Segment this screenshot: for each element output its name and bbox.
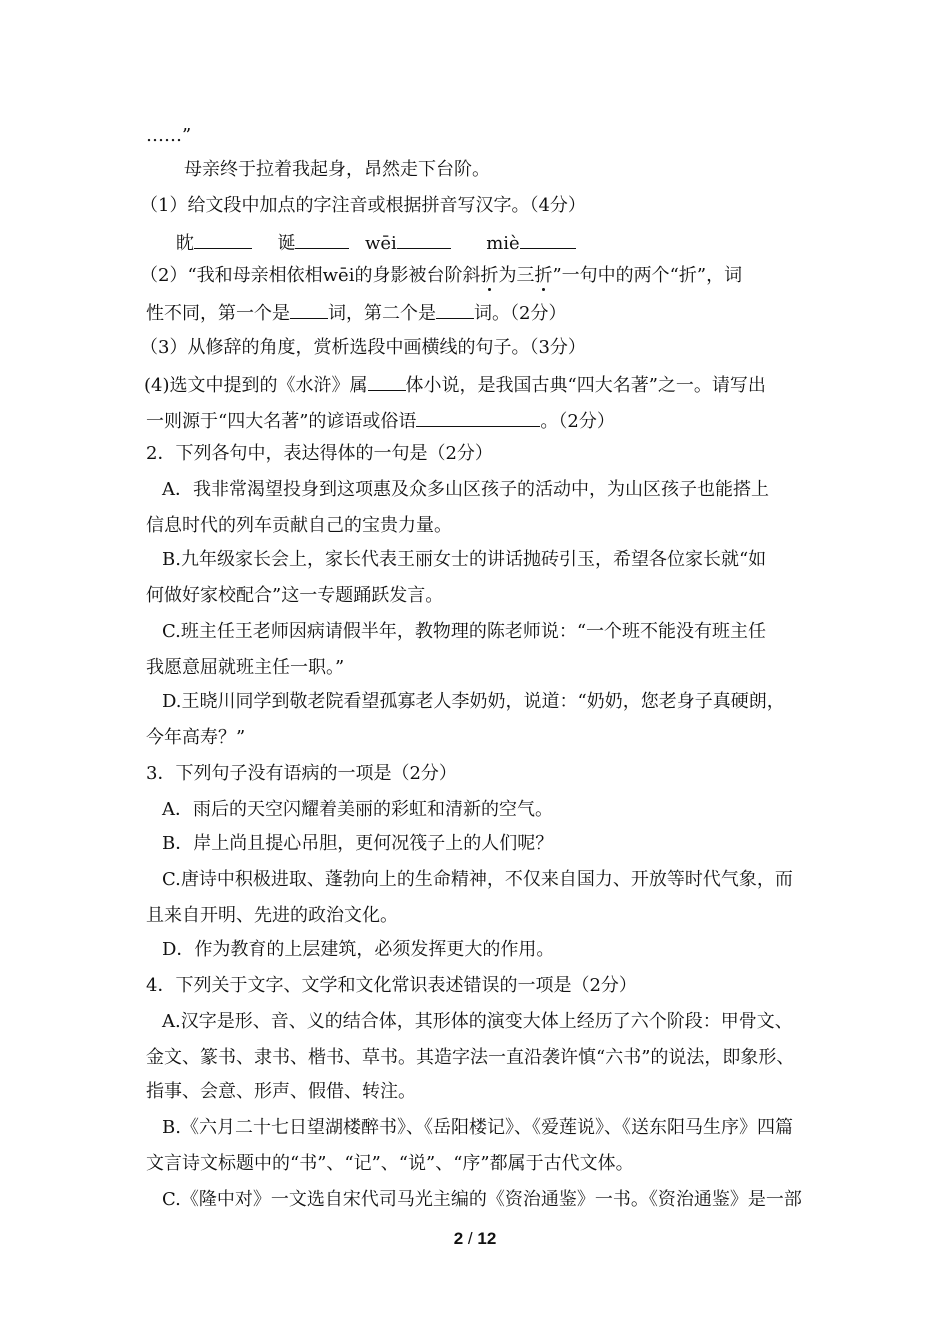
option-2c: C.班主任王老师因病请假半年，教物理的陈老师说：“一个班不能没有班主任: [162, 621, 767, 642]
question-1-2-cont: [146, 300, 566, 326]
option-3c: C.唐诗中积极进取、蓬勃向上的生命精神，不仅来自国力、开放等时代气象，而: [162, 869, 793, 890]
question-text: (4)选文中提到的《水浒》属: [144, 375, 368, 396]
option-3a: A．雨后的天空闪耀着美丽的彩虹和清新的空气。: [162, 799, 553, 820]
question-1-3: （3）从修辞的角度，赏析选段中画横线的句子。（3分）: [140, 337, 586, 358]
answer-blank: [436, 300, 474, 319]
option-2d-cont: 今年高寿？”: [146, 727, 246, 748]
question-text: （2）“我和母亲相依相wēi的身影被台阶斜: [140, 265, 481, 286]
question-text: 词，第二个是: [328, 303, 436, 324]
option-4a: A.汉字是形、音、义的结合体，其形体的演变大体上经历了六个阶段：甲骨文、: [162, 1011, 793, 1032]
option-2b-cont: 何做好家校配合”这一专题踊跃发言。: [146, 585, 444, 606]
question-text: 性不同，第一个是: [146, 303, 290, 324]
question-2: 2．下列各句中，表达得体的一句是（2分）: [146, 443, 493, 464]
question-text: ”一句中的两个“折”，词: [552, 265, 743, 286]
question-text: 为三: [498, 265, 535, 286]
answer-blank: [416, 408, 540, 427]
option-3c-cont: 且来自开明、先进的政治文化。: [146, 905, 398, 926]
text-line: 母亲终于拉着我起身，昂然走下台阶。: [184, 159, 490, 180]
option-2c-cont: 我愿意屈就班主任一职。”: [146, 657, 345, 678]
char-dan: 眈: [176, 233, 194, 254]
option-2b: B.九年级家长会上，家长代表王丽女士的讲话抛砖引玉，希望各位家长就“如: [162, 549, 767, 570]
pinyin-blanks-row: [176, 230, 576, 256]
page-number: [0, 1229, 950, 1249]
page-current: 2: [453, 1229, 464, 1248]
question-1-4: [144, 372, 766, 398]
option-2a: A．我非常渴望投身到这项惠及众多山区孩子的活动中，为山区孩子也能搭上: [162, 479, 769, 500]
answer-blank: [368, 372, 406, 391]
answer-blank: [295, 230, 349, 249]
answer-blank: [520, 230, 576, 249]
option-4b-cont: 文言诗文标题中的“书”、“记”、“说”、“序”都属于古代文体。: [146, 1153, 634, 1174]
answer-blank: [194, 230, 252, 249]
question-text: 。（2分）: [540, 411, 615, 432]
dotted-char: 折: [480, 265, 499, 286]
option-4b: B.《六月二十七日望湖楼醉书》、《岳阳楼记》、《爱莲说》、《送东阳马生序》四篇: [162, 1117, 793, 1138]
question-text: 体小说，是我国古典“四大名著”之一。请写出: [405, 375, 766, 396]
pinyin-wei: wēi: [364, 233, 397, 254]
char-dan2: 诞: [277, 233, 296, 254]
question-3: 3．下列句子没有语病的一项是（2分）: [146, 763, 457, 784]
option-2a-cont: 信息时代的列车贡献自己的宝贵力量。: [146, 515, 452, 536]
answer-blank: [397, 230, 451, 249]
option-4a-cont: 金文、篆书、隶书、楷书、草书。其造字法一直沿袭许慎“六书”的说法，即象形、: [146, 1047, 795, 1068]
option-3b: B．岸上尚且提心吊胆，更何况筏子上的人们呢？: [162, 833, 554, 854]
page-total: 12: [477, 1229, 497, 1248]
option-4a-cont2: 指事、会意、形声、假借、转注。: [146, 1081, 416, 1102]
question-1-1: （1）给文段中加点的字注音或根据拼音写汉字。（4分）: [140, 195, 586, 216]
question-text: 一则源于“四大名著”的谚语或俗语: [146, 411, 417, 432]
pinyin-mie: miè: [486, 233, 520, 254]
question-4: 4．下列关于文字、文学和文化常识表述错误的一项是（2分）: [146, 975, 637, 996]
option-3d: D．作为教育的上层建筑，必须发挥更大的作用。: [162, 939, 555, 960]
page-separator: /: [467, 1229, 473, 1248]
answer-blank: [290, 300, 328, 319]
question-1-2: [140, 264, 742, 288]
question-1-4-cont: [146, 408, 615, 434]
text-line: ……”: [146, 125, 192, 146]
dotted-char: 折: [534, 265, 553, 286]
option-2d: D.王晓川同学到敬老院看望孤寡老人李奶奶，说道：“奶奶，您老身子真硬朗，: [162, 691, 785, 712]
question-text: 词。（2分）: [474, 303, 567, 324]
option-4c: C.《隆中对》一文选自宋代司马光主编的《资治通鉴》一书。《资治通鉴》是一部: [162, 1189, 802, 1210]
